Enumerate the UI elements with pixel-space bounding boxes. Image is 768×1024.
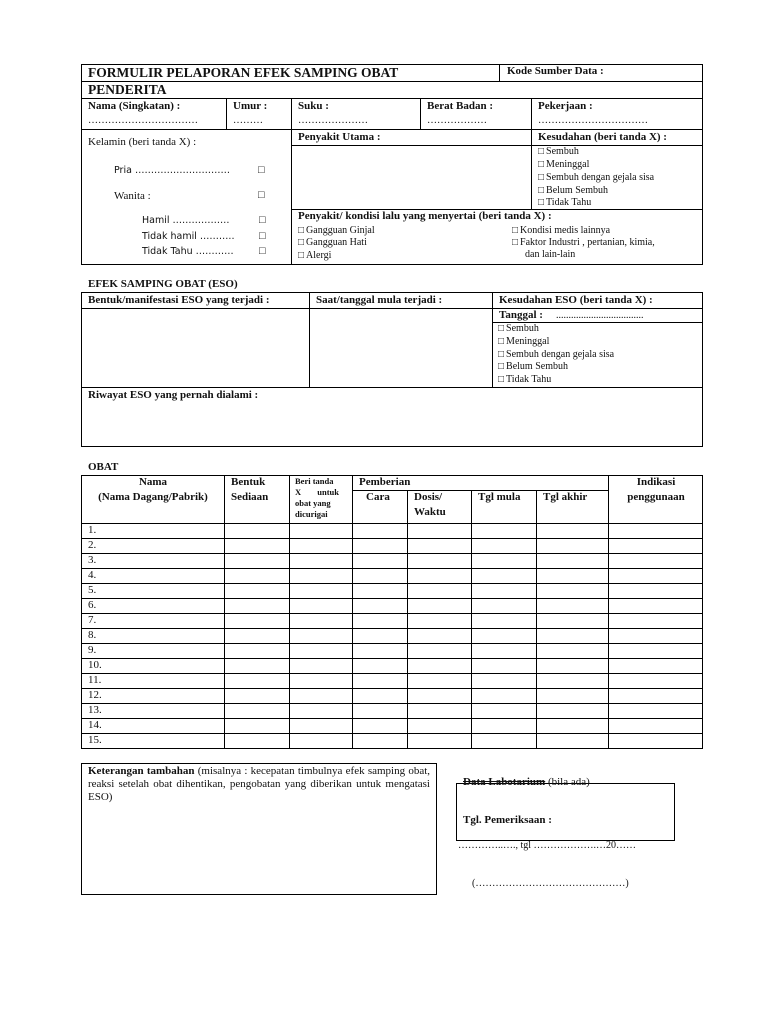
row-number: 12.: [88, 689, 102, 701]
prior-condition-option[interactable]: □ Kondisi medis lainnya: [512, 225, 610, 237]
outcome-option[interactable]: □ Sembuh: [538, 146, 579, 158]
row-number: 13.: [88, 704, 102, 716]
divider: [499, 64, 500, 81]
pregnant-checkbox[interactable]: □: [259, 214, 266, 226]
table-row[interactable]: [82, 659, 702, 673]
eso-outcome-option[interactable]: □ Meninggal: [498, 336, 549, 348]
gender-male-label: Pria …………………………: [114, 165, 230, 176]
not-pregnant-checkbox[interactable]: □: [259, 230, 266, 242]
eso-outcome-option[interactable]: □ Sembuh: [498, 323, 539, 335]
table-row[interactable]: [82, 719, 702, 733]
place-date-line[interactable]: …………..…., tgl ……………….…20……: [458, 840, 637, 851]
eso-history-field[interactable]: [82, 403, 702, 446]
table-row[interactable]: [82, 524, 702, 538]
prior-condition-option[interactable]: □ Alergi: [298, 250, 331, 262]
eso-outcome-option[interactable]: □ Sembuh dengan gejala sisa: [498, 349, 614, 361]
row-number: 2.: [88, 539, 97, 551]
row-number: 11.: [88, 674, 102, 686]
eso-onset-field[interactable]: [310, 309, 491, 386]
unknown-pregnancy-checkbox[interactable]: □: [259, 245, 266, 257]
table-row[interactable]: [82, 584, 702, 598]
row-number: 9.: [88, 644, 97, 656]
not-pregnant-label: Tidak hamil ………..: [142, 231, 235, 242]
drug-section-title: OBAT: [88, 461, 119, 473]
patient-section-title: PENDERITA: [88, 82, 167, 97]
eso-history-label: Riwayat ESO yang pernah dialami :: [88, 389, 259, 401]
col-header-end-date: Tgl akhir: [543, 491, 588, 503]
col-header-name-sub: (Nama Dagang/Pabrik): [98, 491, 208, 503]
lab-title: [463, 776, 590, 789]
table-row[interactable]: [82, 599, 702, 613]
gender-female-checkbox[interactable]: □: [258, 189, 265, 201]
row-number: 15.: [88, 734, 102, 746]
additional-notes-label: [88, 765, 430, 804]
name-label: Nama (Singkatan) :: [88, 100, 181, 112]
row-number: 4.: [88, 569, 97, 581]
eso-manifestation-label: Bentuk/manifestasi ESO yang terjadi :: [88, 294, 270, 306]
eso-section-title: EFEK SAMPING OBAT (ESO): [88, 278, 238, 290]
lab-title-rest: (bila ada): [547, 776, 590, 788]
divider: [81, 387, 703, 388]
col-header-indication: Indikasi: [636, 476, 676, 488]
col-header-indication-sub: penggunaan: [627, 491, 685, 503]
divider: [226, 98, 227, 129]
age-field[interactable]: ………: [233, 115, 263, 126]
col-header-name: Nama: [138, 476, 168, 488]
main-disease-label: Penyakit Utama :: [298, 131, 381, 143]
row-number: 3.: [88, 554, 97, 566]
pregnant-label: Hamil ………………: [142, 215, 230, 226]
col-header-form-sub: Sediaan: [231, 491, 269, 503]
table-row[interactable]: [82, 734, 702, 748]
row-number: 1.: [88, 524, 97, 536]
unknown-pregnancy-label: Tidak Tahu …………: [142, 246, 234, 257]
gender-female-label: Wanita :: [114, 190, 151, 202]
eso-date-label: Tanggal :: [499, 309, 543, 321]
weight-label: Berat Badan :: [427, 100, 493, 112]
table-row[interactable]: [82, 554, 702, 568]
col-header-suspect: X untuk: [295, 487, 340, 497]
occupation-label: Pekerjaan :: [538, 100, 593, 112]
divider: [420, 98, 421, 129]
divider: [531, 98, 532, 210]
prior-condition-continuation: dan lain-lain: [525, 249, 576, 260]
occupation-field[interactable]: ……………………………: [538, 115, 648, 126]
outcome-option[interactable]: □ Tidak Tahu: [538, 197, 591, 209]
col-header-form: Bentuk: [231, 476, 266, 488]
table-row[interactable]: [82, 614, 702, 628]
lab-title-bold: Data Labotarium: [463, 776, 546, 788]
table-row[interactable]: [82, 629, 702, 643]
signature-name-line[interactable]: (………………………………………): [472, 878, 629, 889]
divider: [492, 292, 493, 387]
row-number: 10.: [88, 659, 102, 671]
eso-manifestation-field[interactable]: [82, 309, 308, 386]
outcome-label: Kesudahan (beri tanda X) :: [538, 131, 667, 143]
divider: [81, 98, 703, 99]
eso-onset-label: Saat/tanggal mula terjadi :: [316, 294, 443, 306]
table-row[interactable]: [82, 569, 702, 583]
row-number: 6.: [88, 599, 97, 611]
weight-field[interactable]: ………………: [427, 115, 487, 126]
lab-box[interactable]: [456, 783, 675, 841]
col-header-dose: Dosis/: [414, 491, 443, 503]
name-field[interactable]: ……………………………: [88, 115, 198, 126]
table-row[interactable]: [82, 539, 702, 553]
ethnicity-field[interactable]: …………………: [298, 115, 368, 126]
eso-date-field[interactable]: ...................................: [556, 310, 644, 321]
divider: [81, 129, 703, 130]
table-row[interactable]: [82, 704, 702, 718]
row-number: 5.: [88, 584, 97, 596]
divider: [81, 81, 703, 82]
prior-conditions-label: Penyakit/ kondisi lalu yang menyertai (beri tanda X) :: [298, 210, 552, 222]
row-number: 14.: [88, 719, 102, 731]
table-row[interactable]: [82, 674, 702, 688]
gender-label: Kelamin (beri tanda X) :: [88, 136, 197, 148]
prior-condition-option[interactable]: □ Gangguan Ginjal: [298, 225, 375, 237]
eso-outcome-label: Kesudahan ESO (beri tanda X) :: [499, 294, 653, 306]
form-title: FORMULIR PELAPORAN EFEK SAMPING OBAT: [88, 65, 399, 80]
additional-notes-label-rest: (misalnya : kecepatan timbulnya efek samping obat, reaksi setelah obat dihentikan, pengobatan yang diberikan untuk mengatasi ESO): [88, 765, 431, 803]
col-header-suspect: dicurigai: [295, 509, 328, 519]
prior-condition-option[interactable]: □ Faktor Industri , pertanian, kimia,: [512, 237, 655, 249]
row-number: 7.: [88, 614, 97, 626]
prior-condition-option[interactable]: □ Gangguan Hati: [298, 237, 367, 249]
col-header-dose-sub: Waktu: [414, 506, 446, 518]
eso-outcome-option[interactable]: □ Tidak Tahu: [498, 374, 551, 386]
col-header-suspect: obat yang: [295, 498, 331, 508]
eso-outcome-option[interactable]: □ Belum Sembuh: [498, 361, 568, 373]
source-code-label: Kode Sumber Data :: [507, 65, 604, 77]
table-row[interactable]: [82, 689, 702, 703]
col-header-suspect: Beri tanda: [295, 476, 334, 486]
ethnicity-label: Suku :: [298, 100, 329, 112]
col-header-start-date: Tgl mula: [478, 491, 521, 503]
row-number: 8.: [88, 629, 97, 641]
outcome-option[interactable]: □ Belum Sembuh: [538, 185, 608, 197]
additional-notes-label-bold: Keterangan tambahan: [88, 765, 195, 777]
col-header-route: Cara: [366, 491, 390, 503]
outcome-option[interactable]: □ Meninggal: [538, 159, 589, 171]
main-disease-field[interactable]: [292, 146, 530, 209]
table-row[interactable]: [82, 644, 702, 658]
gender-male-checkbox[interactable]: □: [258, 164, 265, 176]
col-header-administration: Pemberian: [359, 476, 411, 488]
lab-exam-date-label: Tgl. Pemeriksaan :: [463, 814, 552, 826]
age-label: Umur :: [233, 100, 268, 112]
outcome-option[interactable]: □ Sembuh dengan gejala sisa: [538, 172, 654, 184]
